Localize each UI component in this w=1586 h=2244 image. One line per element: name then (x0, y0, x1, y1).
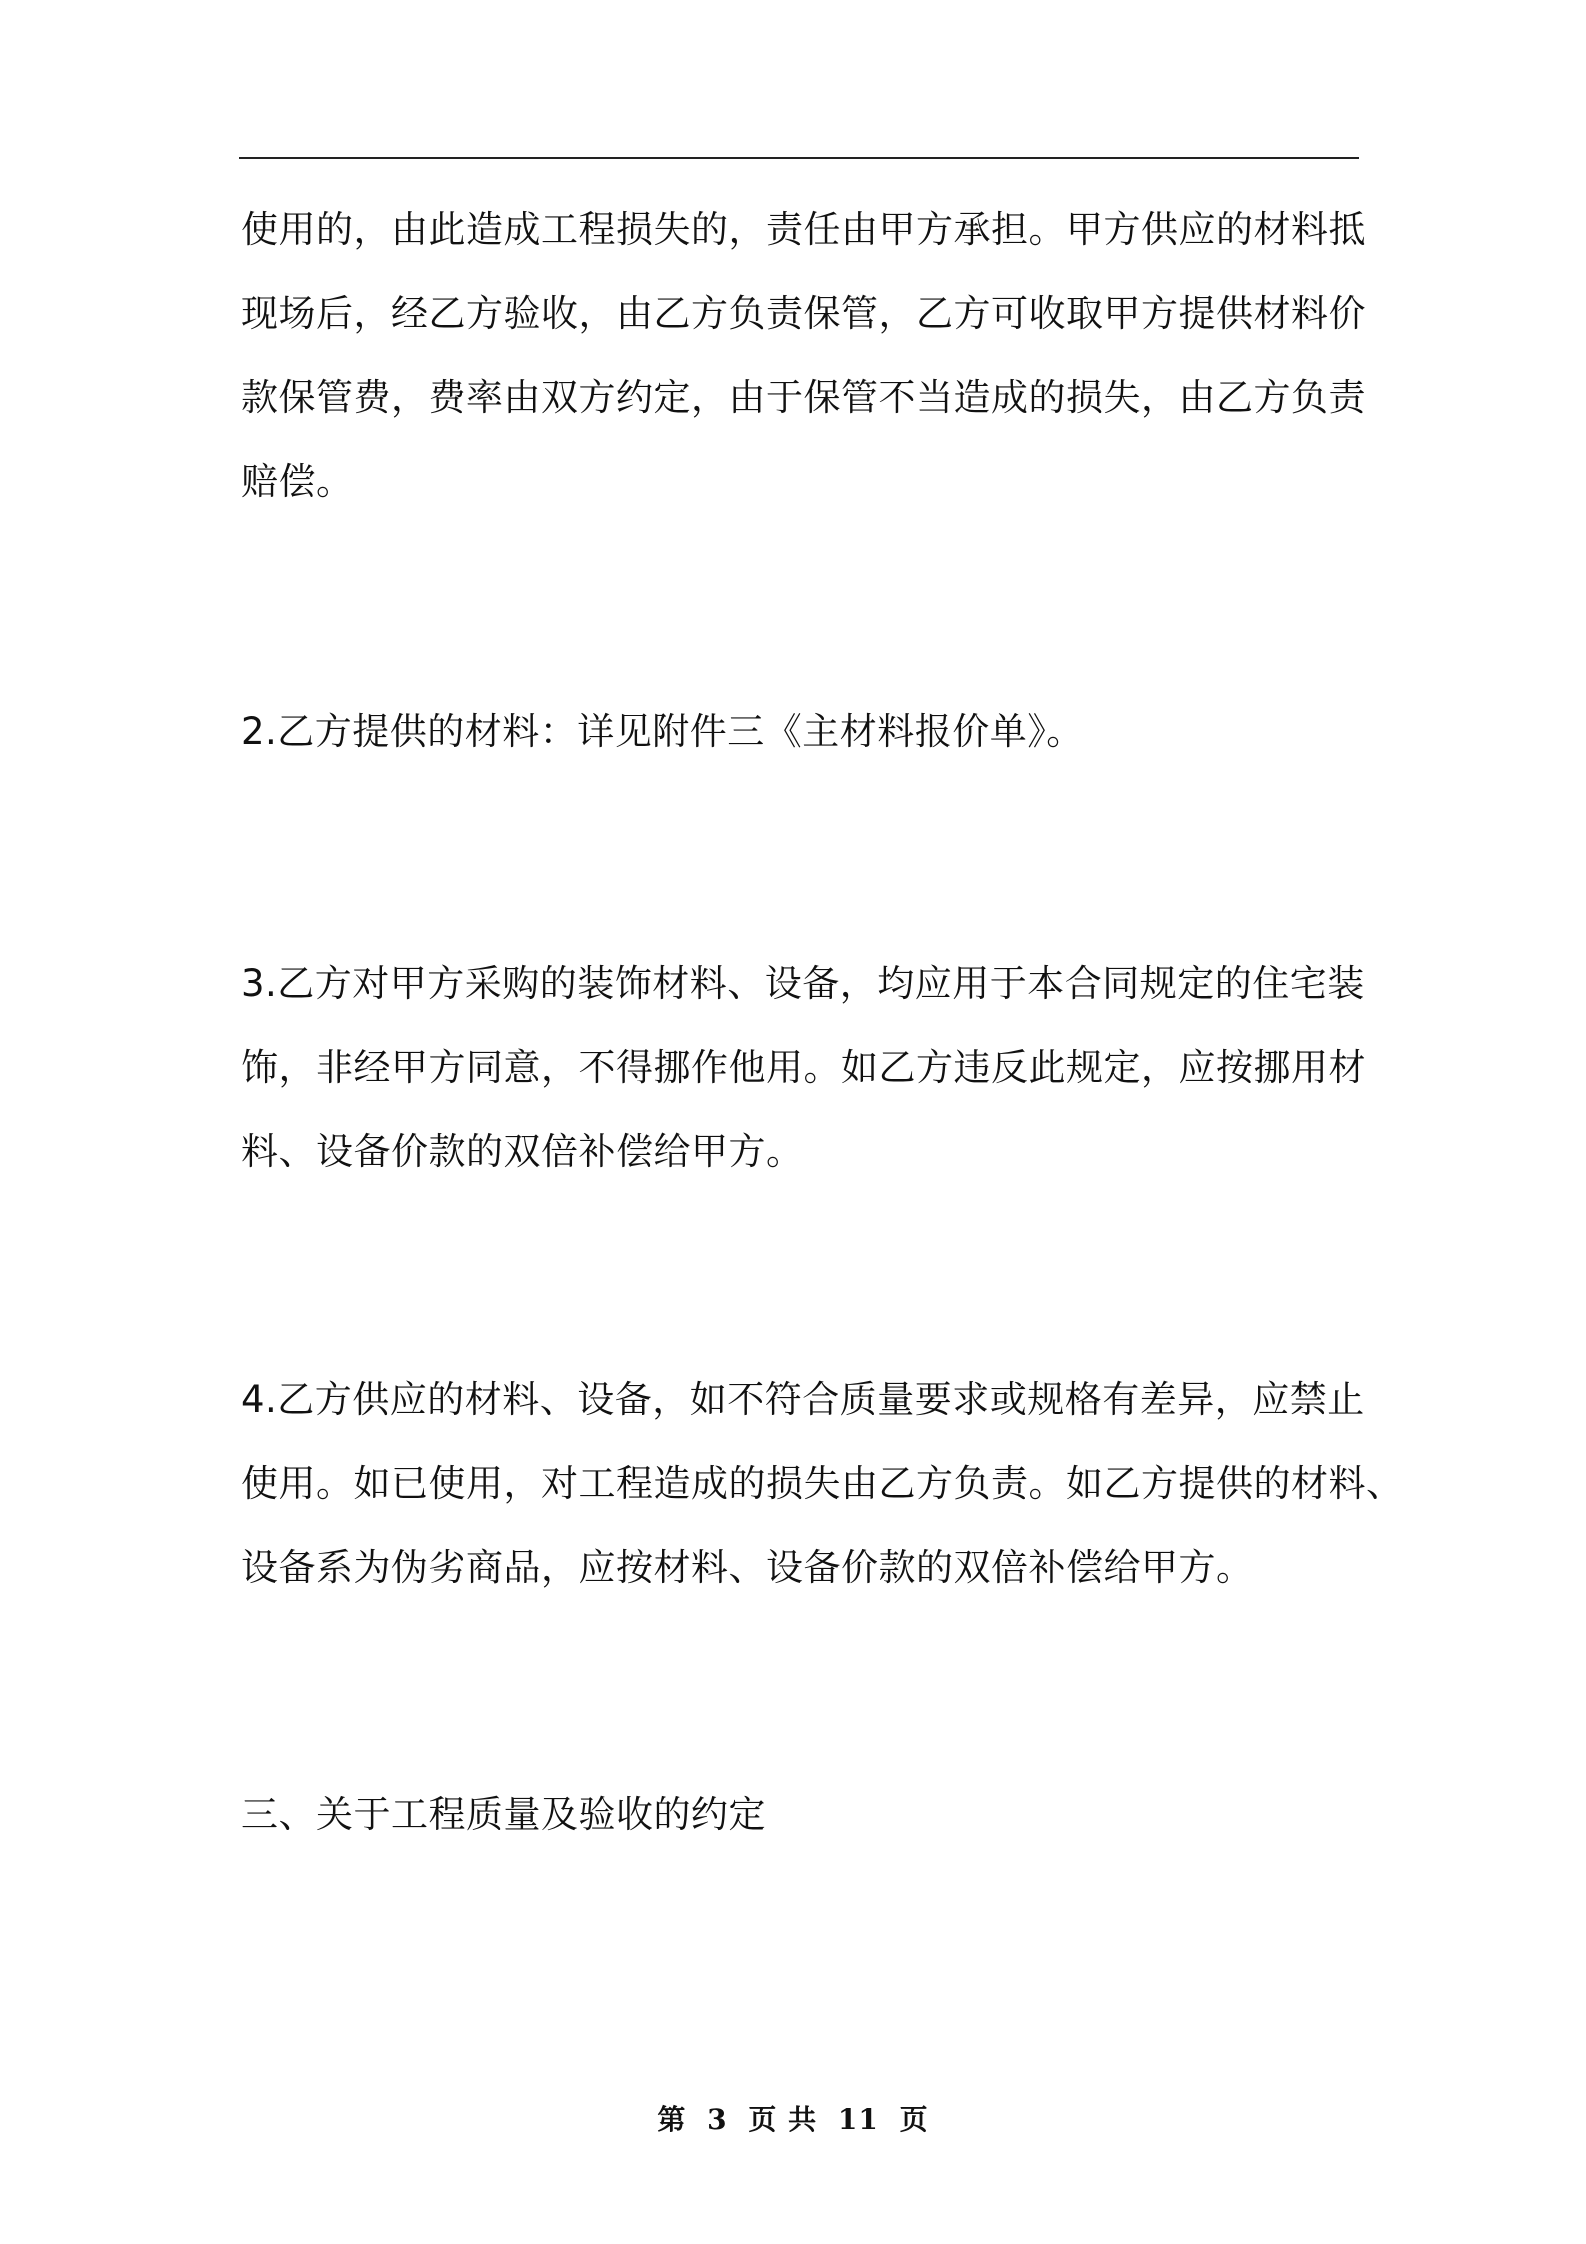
text-line: 款保管费，费率由双方约定，由于保管不当造成的损失，由乙方负责 (241, 376, 1366, 419)
text-line: 使用的，由此造成工程损失的，责任由甲方承担。甲方供应的材料抵 (241, 208, 1366, 251)
text-line: 赔偿。 (241, 460, 354, 503)
paragraph-item-2 (241, 690, 1361, 774)
text-line: 使用。如已使用，对工程造成的损失由乙方负责。如乙方提供的材料、 (241, 1462, 1404, 1505)
section-title: 三、关于工程质量及验收的约定 (241, 1793, 766, 1836)
text-line: 2.乙方提供的材料：详见附件三《主材料报价单》。 (241, 710, 1084, 753)
paragraph-item-3 (241, 942, 1366, 1194)
header-rule (239, 157, 1359, 159)
section-heading (241, 1773, 1361, 1857)
text-line: 料、设备价款的双倍补偿给甲方。 (241, 1130, 804, 1173)
text-line: 4.乙方供应的材料、设备，如不符合质量要求或规格有差异，应禁止 (241, 1378, 1365, 1421)
text-line: 饰，非经甲方同意，不得挪作他用。如乙方违反此规定，应按挪用材 (241, 1046, 1366, 1089)
total-pages-number: 11 (837, 2103, 879, 2136)
paragraph-material-custody (241, 188, 1366, 524)
paragraph-item-4 (241, 1358, 1404, 1610)
footer-middle: 页 共 (748, 2103, 818, 2136)
page-footer (0, 2098, 1586, 2138)
text-line: 设备系为伪劣商品，应按材料、设备价款的双倍补偿给甲方。 (241, 1546, 1254, 1589)
text-line: 现场后，经乙方验收，由乙方负责保管，乙方可收取甲方提供材料价 (241, 292, 1366, 335)
current-page-number: 3 (707, 2103, 728, 2136)
footer-prefix: 第 (657, 2103, 687, 2136)
footer-suffix: 页 (899, 2103, 929, 2136)
text-line: 3.乙方对甲方采购的装饰材料、设备，均应用于本合同规定的住宅装 (241, 962, 1365, 1005)
